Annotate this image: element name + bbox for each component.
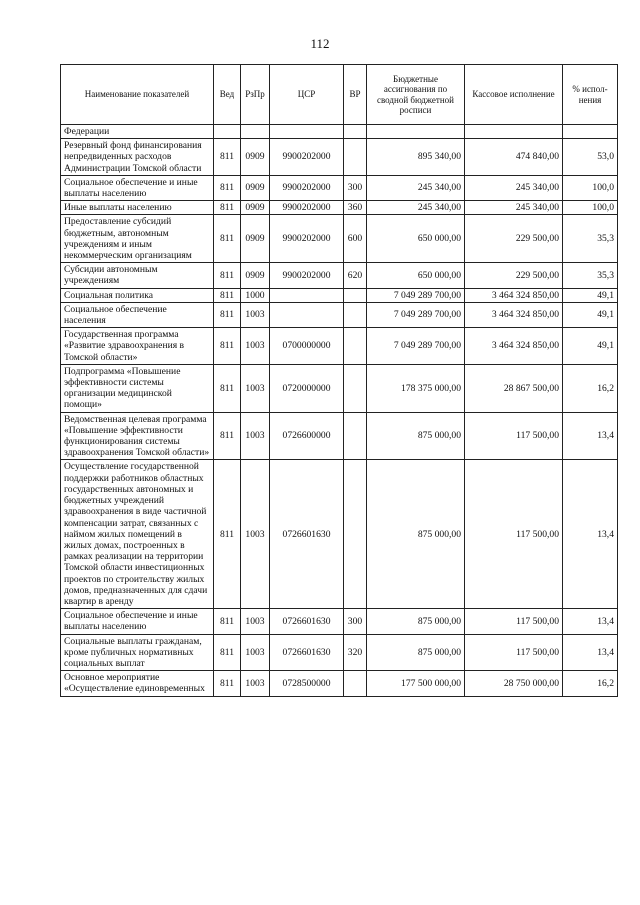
header-percent: % испол-нения xyxy=(563,65,618,125)
table-header xyxy=(61,65,618,125)
table-row xyxy=(61,125,618,139)
cell-rzpr: 1003 xyxy=(241,364,270,412)
cell-cash: 229 500,00 xyxy=(465,263,563,288)
table-row xyxy=(61,328,618,365)
cell-csr: 9900202000 xyxy=(270,139,344,176)
cell-rzpr: 0909 xyxy=(241,201,270,215)
cell-percent: 16,2 xyxy=(563,364,618,412)
header-name: Наименование показателей xyxy=(61,65,214,125)
cell-percent: 35,3 xyxy=(563,215,618,263)
cell-vr: 300 xyxy=(344,609,367,634)
cell-budget: 177 500 000,00 xyxy=(367,671,465,696)
cell-cash: 245 340,00 xyxy=(465,201,563,215)
cell-vr xyxy=(344,288,367,302)
cell-name: Социальное обеспечение населения xyxy=(61,302,214,327)
cell-budget: 7 049 289 700,00 xyxy=(367,288,465,302)
cell-csr: 0726601630 xyxy=(270,609,344,634)
cell-ved: 811 xyxy=(214,671,241,696)
cell-ved: 811 xyxy=(214,263,241,288)
cell-name: Осуществление государственной поддержки работников областных государственных автономных и бюджетных учреждений здравоохранения в виде частичной компенсации затрат, связанных с наймом жилых помещений в жилых домах, построенных в рамках реализации на территории Томской области инвестиционных проектов по строительству жилых домов, предназначенных для сдачи квартир в аренду xyxy=(61,460,214,609)
budget-execution-table xyxy=(60,64,618,697)
cell-rzpr: 1003 xyxy=(241,609,270,634)
cell-ved: 811 xyxy=(214,364,241,412)
cell-csr: 9900202000 xyxy=(270,263,344,288)
cell-percent: 100,0 xyxy=(563,201,618,215)
cell-rzpr xyxy=(241,125,270,139)
cell-vr: 360 xyxy=(344,201,367,215)
table-row xyxy=(61,288,618,302)
cell-name: Подпрограмма «Повышение эффективности системы организации медицинской помощи» xyxy=(61,364,214,412)
cell-cash: 474 840,00 xyxy=(465,139,563,176)
cell-rzpr: 1003 xyxy=(241,328,270,365)
cell-name: Социальные выплаты гражданам, кроме публичных нормативных социальных выплат xyxy=(61,634,214,671)
cell-budget: 650 000,00 xyxy=(367,263,465,288)
cell-rzpr: 0909 xyxy=(241,139,270,176)
cell-percent xyxy=(563,125,618,139)
cell-vr xyxy=(344,460,367,609)
table-row xyxy=(61,215,618,263)
cell-ved: 811 xyxy=(214,175,241,200)
cell-budget: 875 000,00 xyxy=(367,634,465,671)
table-row xyxy=(61,609,618,634)
cell-rzpr: 1003 xyxy=(241,412,270,460)
cell-rzpr: 0909 xyxy=(241,215,270,263)
header-ved: Вед xyxy=(214,65,241,125)
cell-ved: 811 xyxy=(214,139,241,176)
cell-name: Субсидии автономным учреждениям xyxy=(61,263,214,288)
cell-budget: 7 049 289 700,00 xyxy=(367,328,465,365)
header-csr: ЦСР xyxy=(270,65,344,125)
cell-percent: 100,0 xyxy=(563,175,618,200)
cell-rzpr: 0909 xyxy=(241,175,270,200)
cell-percent: 13,4 xyxy=(563,412,618,460)
cell-percent: 16,2 xyxy=(563,671,618,696)
cell-name: Иные выплаты населению xyxy=(61,201,214,215)
cell-cash: 117 500,00 xyxy=(465,460,563,609)
table-row xyxy=(61,139,618,176)
cell-budget: 650 000,00 xyxy=(367,215,465,263)
cell-ved: 811 xyxy=(214,609,241,634)
cell-cash: 117 500,00 xyxy=(465,634,563,671)
cell-cash: 117 500,00 xyxy=(465,609,563,634)
cell-csr: 0720000000 xyxy=(270,364,344,412)
cell-percent: 53,0 xyxy=(563,139,618,176)
cell-name: Социальная политика xyxy=(61,288,214,302)
cell-rzpr: 1003 xyxy=(241,634,270,671)
cell-name: Социальное обеспечение и иные выплаты населению xyxy=(61,609,214,634)
cell-name: Социальное обеспечение и иные выплаты населению xyxy=(61,175,214,200)
cell-vr: 320 xyxy=(344,634,367,671)
cell-vr: 620 xyxy=(344,263,367,288)
table-body xyxy=(61,125,618,697)
cell-csr xyxy=(270,288,344,302)
table-row xyxy=(61,175,618,200)
cell-percent: 49,1 xyxy=(563,288,618,302)
cell-name: Федерации xyxy=(61,125,214,139)
cell-csr: 0700000000 xyxy=(270,328,344,365)
cell-ved: 811 xyxy=(214,412,241,460)
table-row xyxy=(61,460,618,609)
cell-ved: 811 xyxy=(214,201,241,215)
cell-cash: 28 867 500,00 xyxy=(465,364,563,412)
cell-name: Основное мероприятие «Осуществление единовременных xyxy=(61,671,214,696)
cell-budget: 245 340,00 xyxy=(367,175,465,200)
table-row xyxy=(61,201,618,215)
cell-ved: 811 xyxy=(214,215,241,263)
cell-budget: 875 000,00 xyxy=(367,460,465,609)
cell-cash: 229 500,00 xyxy=(465,215,563,263)
cell-rzpr: 1000 xyxy=(241,288,270,302)
cell-budget: 178 375 000,00 xyxy=(367,364,465,412)
cell-vr xyxy=(344,302,367,327)
cell-budget: 875 000,00 xyxy=(367,609,465,634)
cell-cash xyxy=(465,125,563,139)
cell-percent: 13,4 xyxy=(563,609,618,634)
cell-budget: 245 340,00 xyxy=(367,201,465,215)
cell-ved xyxy=(214,125,241,139)
cell-name: Предоставление субсидий бюджетным, автономным учреждениям и иным некоммерческим организациям xyxy=(61,215,214,263)
header-budget: Бюджетные ассигнования по сводной бюджетной росписи xyxy=(367,65,465,125)
cell-cash: 245 340,00 xyxy=(465,175,563,200)
table-row xyxy=(61,634,618,671)
cell-csr: 0726601630 xyxy=(270,460,344,609)
cell-csr: 0728500000 xyxy=(270,671,344,696)
header-cash: Кассовое исполнение xyxy=(465,65,563,125)
cell-cash: 117 500,00 xyxy=(465,412,563,460)
cell-percent: 49,1 xyxy=(563,302,618,327)
cell-cash: 3 464 324 850,00 xyxy=(465,328,563,365)
table-row xyxy=(61,263,618,288)
cell-percent: 49,1 xyxy=(563,328,618,365)
cell-percent: 13,4 xyxy=(563,460,618,609)
cell-cash: 3 464 324 850,00 xyxy=(465,288,563,302)
cell-percent: 35,3 xyxy=(563,263,618,288)
cell-ved: 811 xyxy=(214,460,241,609)
cell-budget: 875 000,00 xyxy=(367,412,465,460)
table-row xyxy=(61,364,618,412)
cell-ved: 811 xyxy=(214,328,241,365)
cell-csr: 9900202000 xyxy=(270,175,344,200)
cell-ved: 811 xyxy=(214,288,241,302)
cell-rzpr: 1003 xyxy=(241,671,270,696)
cell-name: Резервный фонд финансирования непредвиденных расходов Администрации Томской области xyxy=(61,139,214,176)
header-vr: ВР xyxy=(344,65,367,125)
cell-rzpr: 0909 xyxy=(241,263,270,288)
cell-csr: 0726601630 xyxy=(270,634,344,671)
cell-budget: 7 049 289 700,00 xyxy=(367,302,465,327)
cell-budget: 895 340,00 xyxy=(367,139,465,176)
cell-budget xyxy=(367,125,465,139)
cell-vr xyxy=(344,671,367,696)
cell-ved: 811 xyxy=(214,634,241,671)
table-row xyxy=(61,671,618,696)
cell-cash: 3 464 324 850,00 xyxy=(465,302,563,327)
table-row xyxy=(61,302,618,327)
cell-name: Ведомственная целевая программа «Повышение эффективности функционирования системы здравоохранения Томской области» xyxy=(61,412,214,460)
cell-percent: 13,4 xyxy=(563,634,618,671)
cell-csr: 9900202000 xyxy=(270,201,344,215)
cell-csr xyxy=(270,302,344,327)
cell-vr: 600 xyxy=(344,215,367,263)
cell-csr xyxy=(270,125,344,139)
table-row xyxy=(61,412,618,460)
cell-vr xyxy=(344,139,367,176)
cell-rzpr: 1003 xyxy=(241,460,270,609)
cell-rzpr: 1003 xyxy=(241,302,270,327)
cell-vr xyxy=(344,412,367,460)
cell-vr xyxy=(344,328,367,365)
cell-vr xyxy=(344,364,367,412)
cell-csr: 0726600000 xyxy=(270,412,344,460)
cell-csr: 9900202000 xyxy=(270,215,344,263)
cell-name: Государственная программа «Развитие здравоохранения в Томской области» xyxy=(61,328,214,365)
cell-vr: 300 xyxy=(344,175,367,200)
cell-vr xyxy=(344,125,367,139)
cell-ved: 811 xyxy=(214,302,241,327)
cell-cash: 28 750 000,00 xyxy=(465,671,563,696)
header-rzpr: РзПр xyxy=(241,65,270,125)
page-number: 112 xyxy=(310,36,330,51)
